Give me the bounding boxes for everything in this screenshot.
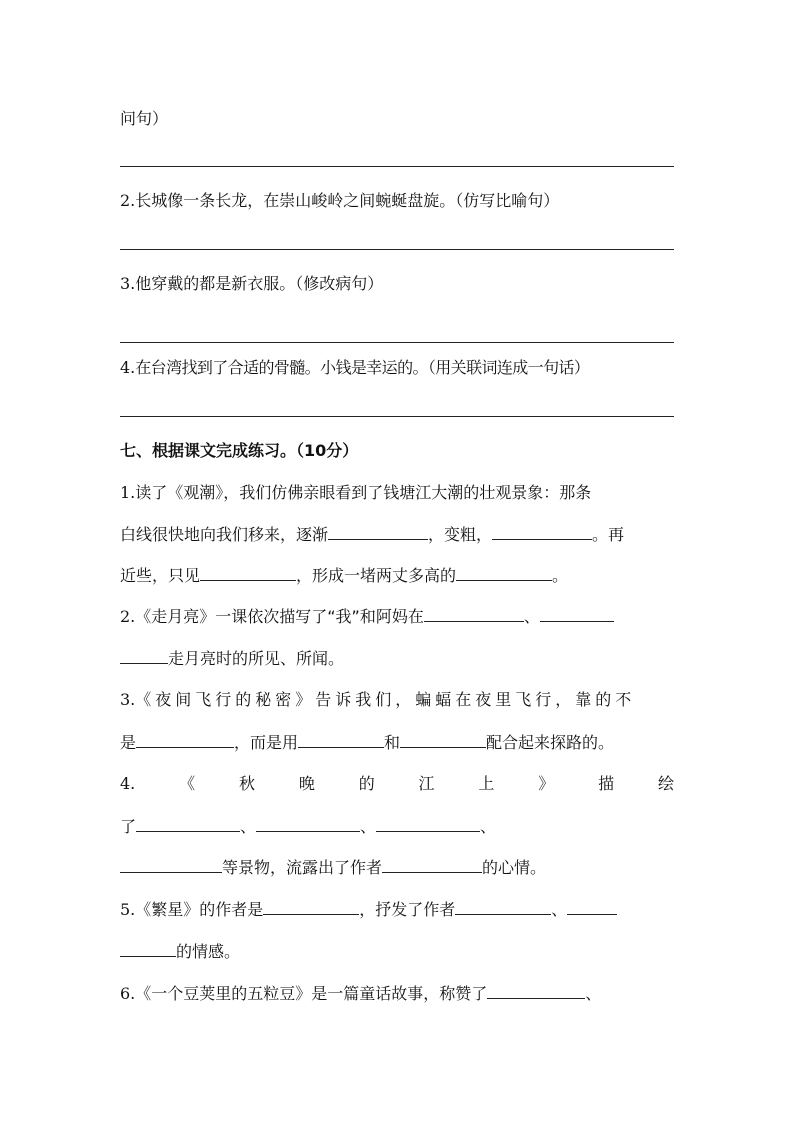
question-text: 的情感。: [176, 942, 241, 961]
question-word: 晚: [298, 774, 315, 793]
question-text: 、: [240, 817, 257, 836]
question-text: ，形成一堵两丈多高的: [296, 566, 457, 585]
question-text: 白线很快地向我们移来，逐渐: [120, 525, 329, 544]
question-number: 2.: [120, 191, 136, 210]
question-7-2-line-2: [120, 647, 674, 670]
fill-blank[interactable]: [400, 731, 486, 748]
question-text: 的心情。: [482, 858, 547, 877]
question-word: 秋: [238, 774, 255, 793]
question-word: 描: [598, 774, 615, 793]
fill-blank[interactable]: [424, 605, 524, 622]
fill-blank[interactable]: [382, 856, 482, 873]
question-text: 、: [360, 817, 377, 836]
question-text: 长城像一条长龙，在崇山峻岭之间蜿蜒盘旋。（仿写比喻句）: [135, 191, 560, 210]
question-text: 、: [523, 607, 540, 626]
answer-line-1[interactable]: [120, 166, 674, 167]
fill-blank[interactable]: [256, 815, 360, 832]
question-text: 等景物，流露出了作者: [222, 858, 383, 877]
question-text: 《走月亮》一课依次描写了“我”和阿妈在: [135, 607, 424, 626]
question-6-3: [120, 273, 674, 295]
question-7-5-line-1: [120, 898, 674, 921]
fill-blank[interactable]: [328, 523, 428, 540]
question-text: 了: [120, 817, 137, 836]
question-text: 、: [585, 984, 602, 1003]
fill-blank[interactable]: [540, 605, 614, 622]
question-text: 《夜间飞行的秘密》告诉我们，蝙蝠在夜里飞行，靠的不: [135, 690, 636, 709]
question-text: 、: [480, 817, 497, 836]
question-text: ，抒发了作者: [359, 900, 456, 919]
question-6-4: [120, 357, 674, 379]
question-number: 4.: [120, 774, 136, 793]
question-number: 4.: [120, 358, 136, 377]
question-number: 3.: [120, 274, 136, 293]
question-7-5-line-2: [120, 940, 674, 963]
question-7-4-line-1: [120, 773, 674, 795]
section-7-title: [120, 440, 674, 462]
fill-blank[interactable]: [487, 982, 585, 999]
question-number: 1.: [120, 483, 136, 502]
question-word: 》: [538, 774, 555, 793]
question-word: 江: [418, 774, 435, 793]
question-number: 5.: [120, 900, 136, 919]
question-word: 绘: [657, 774, 674, 793]
fill-blank[interactable]: [120, 940, 176, 957]
answer-line-2[interactable]: [120, 249, 674, 250]
question-7-4-line-3: [120, 856, 674, 879]
answer-line-4[interactable]: [120, 416, 674, 417]
fill-blank[interactable]: [263, 898, 359, 915]
question-text: 《繁星》的作者是: [135, 900, 264, 919]
question-number: 2.: [120, 607, 136, 626]
answer-line-3[interactable]: [120, 342, 674, 343]
fill-blank[interactable]: [120, 856, 222, 873]
question-text: ，变粗，: [428, 525, 493, 544]
question-text: 在台湾找到了合适的骨髓。小钱是幸运的。（用关联词连成一句话）: [135, 358, 590, 377]
question-text: 配合起来探路的。: [486, 733, 615, 752]
fill-blank[interactable]: [136, 731, 234, 748]
fill-blank[interactable]: [567, 898, 617, 915]
question-6-2: [120, 190, 674, 212]
fill-blank[interactable]: [455, 898, 551, 915]
question-word: 《: [179, 774, 196, 793]
question-text: 。: [552, 566, 569, 585]
fill-blank[interactable]: [492, 523, 592, 540]
question-text: 走月亮时的所见、所闻。: [168, 649, 345, 668]
question-7-2-line-1: [120, 605, 674, 628]
question-7-6-line-1: [120, 982, 674, 1005]
prev-question-tail: [120, 108, 674, 130]
question-7-1-line-1: [120, 482, 674, 504]
fill-blank[interactable]: [136, 815, 240, 832]
question-text: 。再: [592, 525, 625, 544]
section-title-text: 七、根据课文完成练习。（10分）: [120, 441, 359, 460]
question-word: 上: [478, 774, 495, 793]
fill-blank[interactable]: [298, 731, 384, 748]
question-text: 他穿戴的都是新衣服。（修改病句）: [135, 274, 384, 293]
fill-blank[interactable]: [376, 815, 480, 832]
question-text: 读了《观潮》，我们仿佛亲眼看到了钱塘江大潮的壮观景象：那条: [135, 483, 592, 502]
fill-blank[interactable]: [200, 564, 296, 581]
question-word: 的: [358, 774, 375, 793]
question-7-1-line-3: [120, 564, 674, 587]
fill-blank[interactable]: [120, 647, 168, 664]
question-text: 是: [120, 733, 137, 752]
prev-question-tail-text: 问句）: [120, 109, 169, 128]
question-text: 《一个豆荚里的五粒豆》是一篇童话故事，称赞了: [135, 984, 488, 1003]
question-text: 、: [551, 900, 568, 919]
question-number: 3.: [120, 690, 136, 709]
question-7-1-line-2: [120, 523, 674, 546]
question-7-4-line-2: [120, 815, 674, 838]
question-7-3-line-1: [120, 689, 674, 711]
question-number: 6.: [120, 984, 136, 1003]
question-text: 近些，只见: [120, 566, 201, 585]
question-text: 和: [384, 733, 401, 752]
question-7-3-line-2: [120, 731, 674, 754]
question-text: ，而是用: [234, 733, 299, 752]
fill-blank[interactable]: [456, 564, 552, 581]
